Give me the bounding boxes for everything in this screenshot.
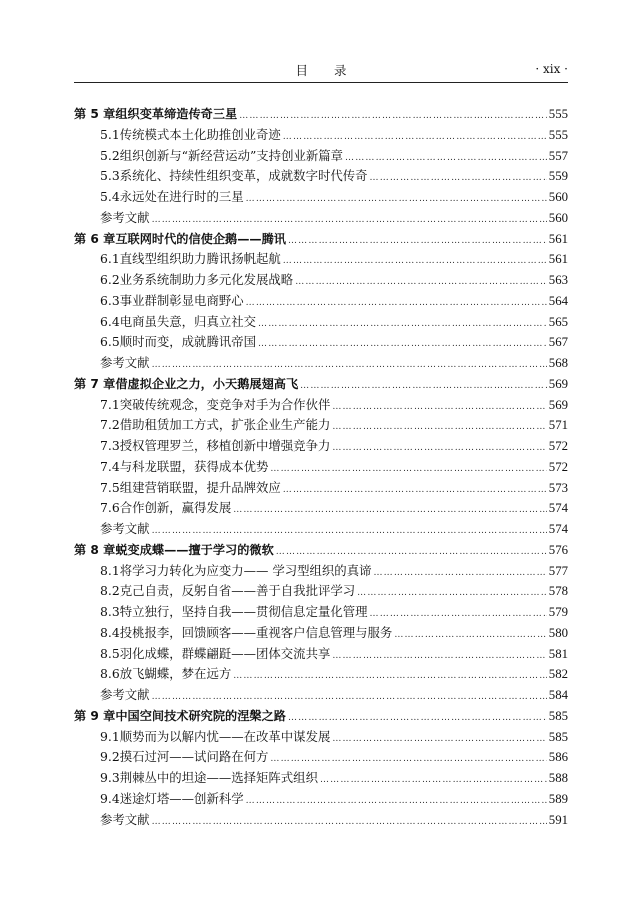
toc-entry-title: 蜕变成蝶——擅于学习的微软 xyxy=(115,542,274,557)
toc-dot-leader xyxy=(246,791,547,812)
toc-entry-number: 6.5 xyxy=(100,334,120,350)
toc-entry-number: 7.2 xyxy=(100,417,120,433)
toc-entry-title: 顺势而为以解内忧——在改革中谋发展 xyxy=(119,728,331,744)
toc-entry-page: 565 xyxy=(548,314,568,329)
toc-dot-leader xyxy=(288,708,547,729)
toc-dot-leader xyxy=(357,583,547,604)
toc-entry-title: 参考文献 xyxy=(100,811,150,827)
toc-section-entry[interactable] xyxy=(74,415,568,436)
toc-section-entry[interactable] xyxy=(74,125,568,146)
toc-section-entry[interactable] xyxy=(74,789,568,810)
toc-chapter-entry[interactable] xyxy=(74,706,568,727)
toc-dot-leader xyxy=(152,210,547,231)
toc-entry-number: 7.1 xyxy=(100,396,120,412)
toc-entry-page: 569 xyxy=(548,376,568,391)
toc-entry-page: 577 xyxy=(548,563,568,578)
running-header xyxy=(74,57,568,83)
toc-entry-number: 6.2 xyxy=(100,272,120,287)
toc-section-entry[interactable] xyxy=(74,395,568,416)
toc-entry-number: 8.3 xyxy=(100,604,120,619)
toc-section-entry[interactable] xyxy=(74,498,568,519)
toc-references-entry[interactable] xyxy=(74,353,568,374)
toc-entry-title: 参考文献 xyxy=(100,209,150,225)
toc-dot-leader xyxy=(295,272,547,293)
toc-section-entry[interactable] xyxy=(74,291,568,312)
table-of-contents xyxy=(74,104,568,830)
toc-section-entry[interactable] xyxy=(74,561,568,582)
toc-entry-title: 组织变革缔造传奇三星 xyxy=(115,107,238,121)
toc-entry-number: 8.1 xyxy=(100,562,120,578)
toc-section-entry[interactable] xyxy=(74,166,568,187)
toc-entry-page: 584 xyxy=(548,688,568,702)
toc-dot-leader xyxy=(270,459,546,480)
toc-entry-title: 借虚拟企业之力，小天鹅展翅高飞 xyxy=(115,376,299,391)
toc-dot-leader xyxy=(394,625,546,646)
toc-dot-leader xyxy=(283,127,547,148)
toc-entry-number: 6.4 xyxy=(100,313,120,329)
toc-entry-page: 569 xyxy=(548,397,568,412)
toc-references-entry[interactable] xyxy=(74,208,568,229)
toc-chapter-entry[interactable] xyxy=(74,540,568,561)
toc-section-entry[interactable] xyxy=(74,644,568,665)
toc-entry-page: 561 xyxy=(548,231,568,246)
toc-entry-number: 8.6 xyxy=(100,666,120,682)
toc-entry-title: 羽化成蝶，群蝶翩跹——团体交流共享 xyxy=(119,645,331,661)
toc-chapter-entry[interactable] xyxy=(74,104,568,125)
toc-entry-number: 5.4 xyxy=(100,189,120,204)
toc-dot-leader xyxy=(320,770,547,791)
toc-dot-leader xyxy=(332,438,546,459)
toc-entry-page: 585 xyxy=(548,708,568,723)
toc-entry-page: 579 xyxy=(548,605,568,619)
toc-entry-title: 合作创新，赢得发展 xyxy=(119,500,232,516)
toc-entry-page: 555 xyxy=(548,107,568,121)
toc-section-entry[interactable] xyxy=(74,602,568,623)
toc-entry-number: 第 6 章 xyxy=(74,231,116,246)
toc-entry-page: 560 xyxy=(548,210,568,225)
toc-entry-number: 6.1 xyxy=(100,251,120,267)
header-title: 目录 xyxy=(295,63,373,78)
toc-references-entry[interactable] xyxy=(74,810,568,831)
toc-section-entry[interactable] xyxy=(74,146,568,167)
toc-entry-number: 7.4 xyxy=(100,458,120,474)
toc-entry-page: 582 xyxy=(548,667,568,682)
toc-dot-leader xyxy=(283,251,547,272)
header-page-number: · xix · xyxy=(535,62,568,76)
header-rule xyxy=(74,82,568,83)
toc-entry-title: 摸石过河——试问路在何方 xyxy=(119,749,269,765)
toc-section-entry[interactable] xyxy=(74,623,568,644)
toc-entry-page: 585 xyxy=(548,729,568,744)
toc-section-entry[interactable] xyxy=(74,270,568,291)
toc-entry-number: 第 9 章 xyxy=(74,708,116,723)
toc-dot-leader xyxy=(276,542,547,563)
toc-entry-title: 传统模式本土化助推创业奇迹 xyxy=(119,126,281,142)
toc-section-entry[interactable] xyxy=(74,249,568,270)
toc-dot-leader xyxy=(283,480,547,501)
toc-dot-leader xyxy=(258,314,547,335)
toc-section-entry[interactable] xyxy=(74,581,568,602)
toc-entry-number: 9.1 xyxy=(100,728,120,744)
toc-entry-number: 7.6 xyxy=(100,500,120,516)
toc-entry-page: 573 xyxy=(548,480,568,495)
toc-dot-leader xyxy=(239,106,547,127)
toc-dot-leader xyxy=(288,231,547,252)
toc-entry-number: 第 8 章 xyxy=(74,542,116,557)
toc-section-entry[interactable] xyxy=(74,768,568,789)
toc-dot-leader xyxy=(332,729,546,750)
toc-dot-leader xyxy=(246,189,547,210)
toc-entry-page: 586 xyxy=(548,750,568,765)
toc-entry-page: 580 xyxy=(548,625,568,640)
toc-entry-number: 8.2 xyxy=(100,583,120,599)
toc-entry-title: 互联网时代的信使企鹅——腾讯 xyxy=(115,231,286,246)
toc-entry-page: 567 xyxy=(548,335,568,350)
toc-entry-title: 事业群制彰显电商野心 xyxy=(119,292,244,308)
toc-dot-leader xyxy=(370,604,547,625)
toc-entry-number: 6.3 xyxy=(100,292,120,308)
toc-entry-title: 突破传统观念，变竞争对手为合作伙伴 xyxy=(119,396,331,412)
toc-entry-page: 559 xyxy=(548,169,568,184)
toc-entry-page: 555 xyxy=(548,127,568,142)
toc-entry-title: 顺时而变，成就腾讯帝国 xyxy=(119,334,257,350)
toc-entry-title: 参考文献 xyxy=(100,687,150,702)
toc-entry-title: 参考文献 xyxy=(100,355,150,370)
toc-entry-title: 投桃报李，回馈顾客——重视客户信息管理与服务 xyxy=(119,624,393,640)
toc-entry-number: 5.2 xyxy=(100,147,120,163)
toc-section-entry[interactable] xyxy=(74,332,568,353)
toc-entry-number: 9.2 xyxy=(100,749,120,765)
toc-entry-page: 581 xyxy=(548,646,568,661)
toc-section-entry[interactable] xyxy=(74,187,568,208)
toc-entry-title: 中国空间技术研究院的涅槃之路 xyxy=(115,708,286,723)
toc-entry-page: 564 xyxy=(548,293,568,308)
toc-entry-page: 591 xyxy=(548,812,568,827)
toc-entry-page: 560 xyxy=(548,190,568,204)
toc-entry-page: 557 xyxy=(548,148,568,163)
toc-entry-number: 7.5 xyxy=(100,479,120,495)
toc-entry-page: 568 xyxy=(548,356,568,370)
toc-dot-leader xyxy=(152,812,547,833)
toc-entry-title: 放飞蝴蝶，梦在远方 xyxy=(119,666,232,682)
toc-entry-title: 系统化、持续性组织变革，成就数字时代传奇 xyxy=(119,168,368,184)
toc-entry-page: 574 xyxy=(548,501,568,516)
toc-section-entry[interactable] xyxy=(74,312,568,333)
toc-dot-leader xyxy=(373,563,546,584)
toc-chapter-entry[interactable] xyxy=(74,229,568,250)
toc-entry-page: 574 xyxy=(548,522,568,536)
toc-entry-title: 迷途灯塔——创新科学 xyxy=(119,790,244,806)
toc-section-entry[interactable] xyxy=(74,747,568,768)
toc-entry-page: 571 xyxy=(548,418,568,433)
toc-section-entry[interactable] xyxy=(74,436,568,457)
toc-entry-page: 576 xyxy=(548,542,568,557)
toc-entry-number: 7.3 xyxy=(100,438,120,453)
toc-references-entry[interactable] xyxy=(74,685,568,706)
toc-dot-leader xyxy=(345,148,547,169)
toc-dot-leader xyxy=(233,666,547,687)
toc-entry-title: 与科龙联盟，获得成本优势 xyxy=(119,458,269,474)
toc-chapter-entry[interactable] xyxy=(74,374,568,395)
toc-entry-page: 572 xyxy=(548,439,568,453)
toc-entry-title: 组建营销联盟，提升品牌效应 xyxy=(119,479,281,495)
toc-section-entry[interactable] xyxy=(74,727,568,748)
toc-dot-leader xyxy=(152,687,547,708)
toc-section-entry[interactable] xyxy=(74,664,568,685)
toc-dot-leader xyxy=(332,397,546,418)
toc-entry-page: 563 xyxy=(548,273,568,287)
toc-entry-page: 561 xyxy=(548,252,568,267)
toc-entry-number: 8.5 xyxy=(100,645,120,661)
toc-entry-title: 借助租赁加工方式，扩张企业生产能力 xyxy=(119,417,331,433)
toc-entry-title: 业务系统制助力多元化发展战略 xyxy=(119,272,294,287)
toc-entry-title: 电商虽失意，归真立社交 xyxy=(119,313,257,329)
toc-entry-title: 克己自责，反躬自省——善于自我批评学习 xyxy=(119,583,356,599)
toc-entry-page: 588 xyxy=(548,771,568,785)
toc-entry-title: 将学习力转化为应变力—— 学习型组织的真谛 xyxy=(119,562,372,578)
toc-dot-leader xyxy=(332,646,546,667)
toc-entry-title: 组织创新与“新经营运动”支持创业新篇章 xyxy=(119,147,344,163)
toc-entry-number: 9.3 xyxy=(100,770,120,785)
toc-entry-page: 578 xyxy=(548,584,568,599)
toc-section-entry[interactable] xyxy=(74,457,568,478)
toc-entry-title: 特立独行，坚持自我——贯彻信息定量化管理 xyxy=(119,604,368,619)
toc-entry-title: 授权管理罗兰，移植创新中增强竞争力 xyxy=(119,438,331,453)
toc-section-entry[interactable] xyxy=(74,478,568,499)
toc-dot-leader xyxy=(233,500,547,521)
toc-entry-title: 荆棘丛中的坦途——选择矩阵式组织 xyxy=(119,770,318,785)
toc-references-entry[interactable] xyxy=(74,519,568,540)
toc-dot-leader xyxy=(152,355,547,376)
toc-dot-leader xyxy=(258,334,547,355)
toc-entry-title: 永远处在进行时的三星 xyxy=(119,189,244,204)
toc-entry-title: 直线型组织助力腾讯扬帆起航 xyxy=(119,251,281,267)
toc-dot-leader xyxy=(370,168,547,189)
toc-entry-page: 572 xyxy=(548,459,568,474)
toc-entry-number: 第 5 章 xyxy=(74,107,116,121)
toc-entry-title: 参考文献 xyxy=(100,521,150,536)
toc-entry-number: 第 7 章 xyxy=(74,376,116,391)
toc-entry-number: 5.1 xyxy=(100,126,120,142)
toc-entry-number: 8.4 xyxy=(100,624,120,640)
toc-dot-leader xyxy=(300,376,547,397)
toc-dot-leader xyxy=(152,521,547,542)
toc-entry-page: 589 xyxy=(548,791,568,806)
toc-dot-leader xyxy=(332,417,546,438)
toc-entry-number: 9.4 xyxy=(100,790,120,806)
toc-dot-leader xyxy=(246,293,547,314)
toc-entry-number: 5.3 xyxy=(100,168,120,184)
toc-dot-leader xyxy=(270,749,546,770)
